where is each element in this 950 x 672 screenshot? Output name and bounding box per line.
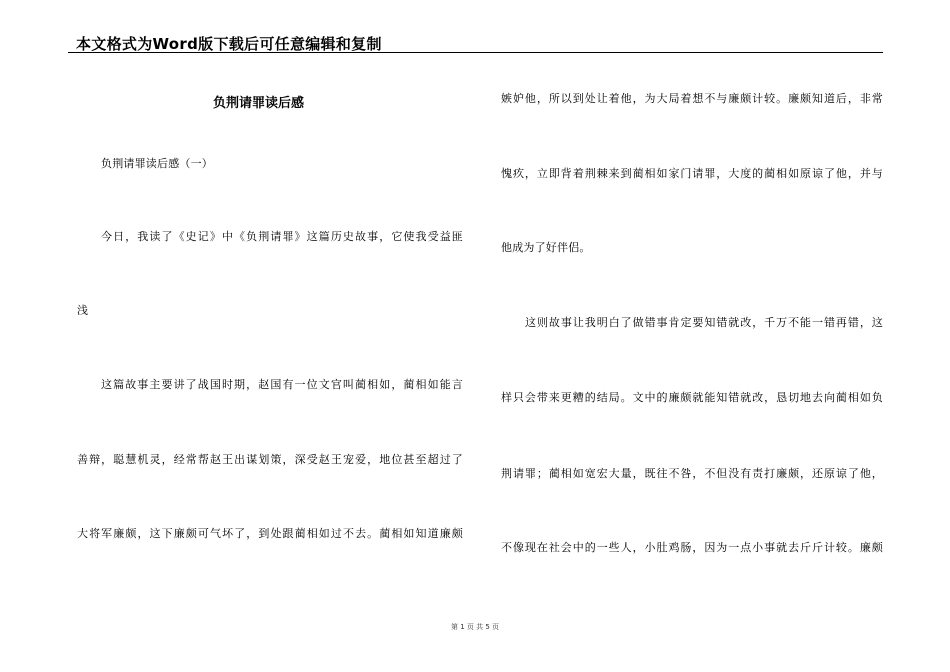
right-line-5: 样只会带来更糟的结局。文中的廉颇就能知错就改，恳切地去向蔺相如负 [501, 391, 883, 404]
left-line-4: 善辩，聪慧机灵，经常帮赵王出谋划策，深受赵王宠爱，地位甚至超过了 [77, 453, 463, 466]
left-line-3: 这篇故事主要讲了战国时期，赵国有一位文官叫蔺相如，蔺相如能言 [101, 378, 463, 391]
right-line-3: 他成为了好伴侣。 [501, 241, 591, 254]
header-title: 本文格式为Word版下载后可任意编辑和复制 [76, 35, 382, 53]
right-line-1: 嫉妒他，所以到处让着他，为大局着想不与廉颇计较。廉颇知道后，非常 [501, 92, 883, 105]
left-line-5: 大将军廉颇，这下廉颇可气坏了，到处跟蔺相如过不去。蔺相如知道廉颇 [77, 527, 463, 540]
left-line-subtitle: 负荆请罪读后感（一） [101, 157, 213, 170]
right-line-2: 愧疚，立即背着荆棘来到蔺相如家门请罪，大度的蔺相如原谅了他，并与 [501, 167, 883, 180]
page-number: 第 1 页 共 5 页 [450, 623, 500, 631]
header-rule [68, 52, 883, 53]
right-line-7: 不像现在社会中的一些人，小肚鸡肠，因为一点小事就去斤斤计较。廉颇 [501, 541, 883, 554]
left-line-2: 浅 [77, 304, 89, 317]
document-title: 负荆请罪读后感 [213, 96, 305, 111]
right-line-4: 这则故事让我明白了做错事肯定要知错就改，千万不能一错再错，这 [525, 316, 883, 329]
left-line-1: 今日，我读了《史记》中《负荆请罪》这篇历史故事，它使我受益匪 [101, 230, 463, 243]
right-line-6: 荆请罪；蔺相如宽宏大量，既往不咎，不但没有责打廉颇，还原谅了他， [501, 467, 883, 480]
